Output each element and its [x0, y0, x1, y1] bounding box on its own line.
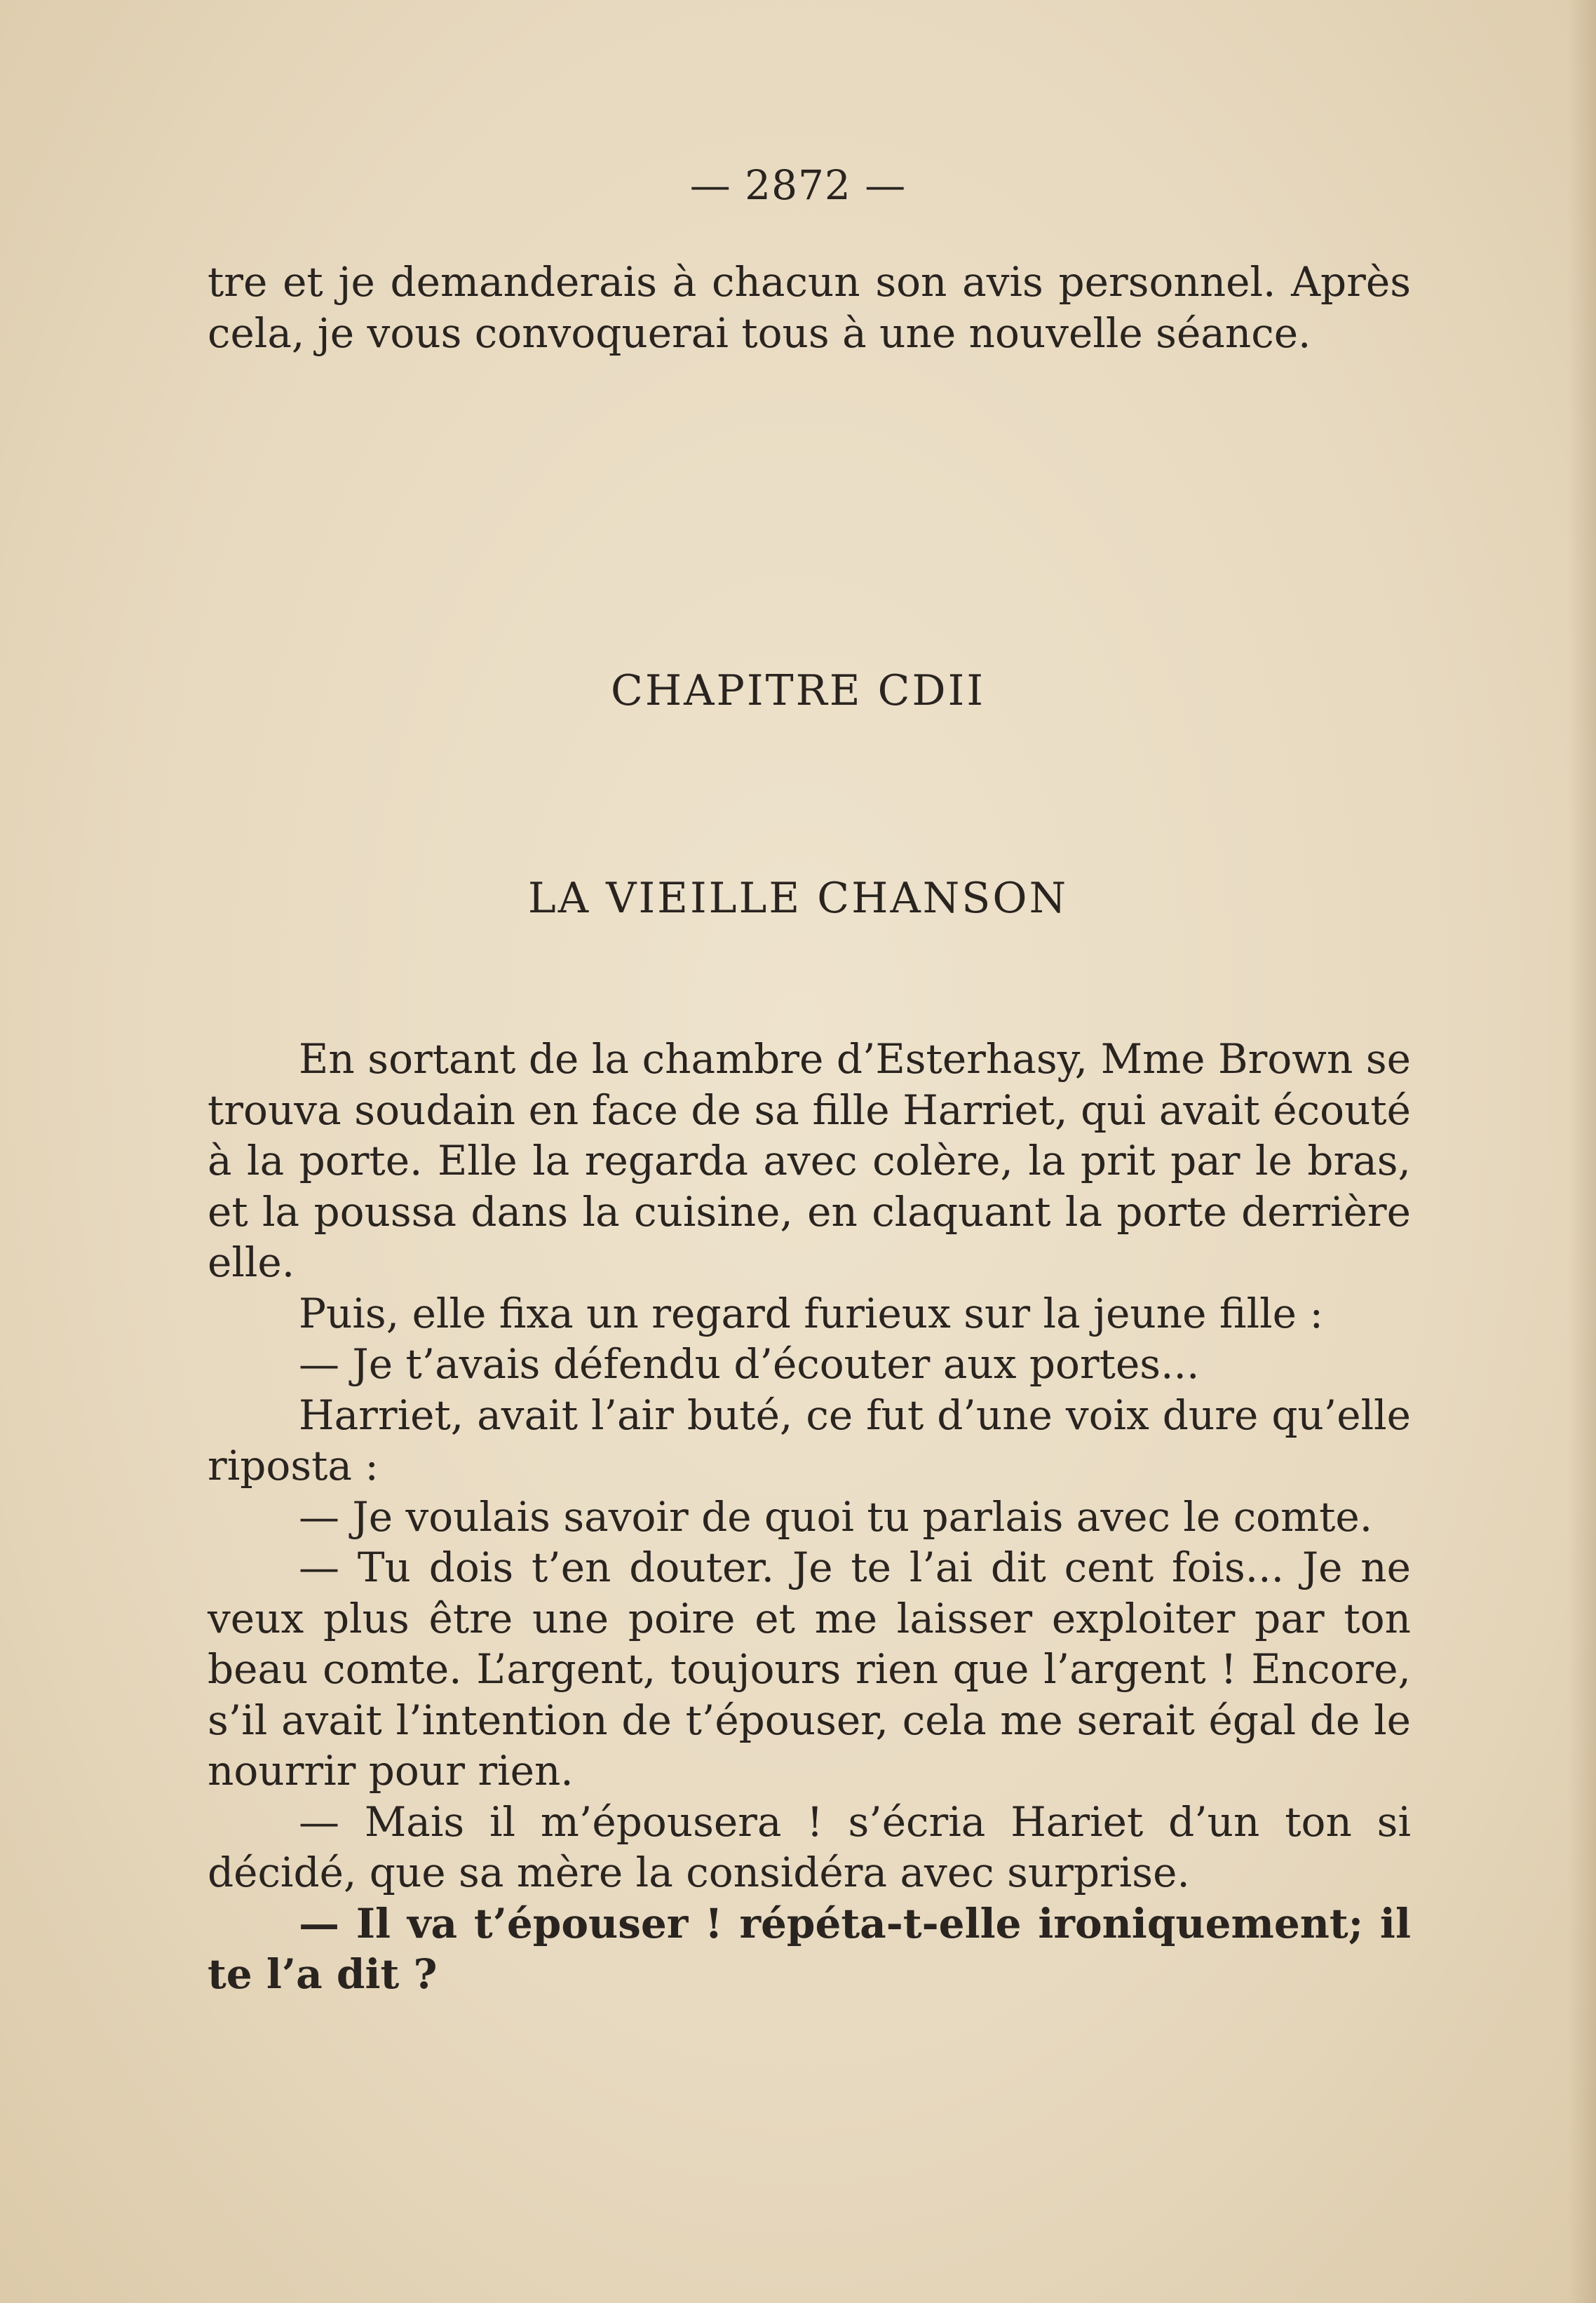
dialogue-line: — Tu dois t’en douter. Je te l’ai dit cent fois... Je ne veux plus être une poire et me laisser exploiter par ton beau comte. L’argent, toujours rien que l’argent ! Encore, s’il avait l’intention de t’épouser, cela me serait égal de le nourrir pour rien.	[208, 1544, 1411, 1795]
opening-paragraph: tre et je demanderais à chacun son avis personnel. Après cela, je vous convoquerai tous à une nouvelle séance.	[208, 258, 1411, 357]
page-edge-shadow	[1568, 0, 1596, 2303]
dialogue-line: — Mais il m’épousera ! s’écria Hariet d’un ton si décidé, que sa mère la considéra avec surprise.	[208, 1797, 1411, 1896]
page-number: — 2872 —	[689, 161, 907, 209]
paragraph: En sortant de la chambre d’Esterhasy, Mme Brown se trouva soudain en face de sa fille Harriet, qui avait écouté à la porte. Elle la regarda avec colère, la prit par le bras, et la poussa dans la cuisine, en claquant la porte derrière elle.	[208, 1035, 1411, 1286]
paragraph: Harriet, avait l’air buté, ce fut d’une voix dure qu’elle riposta :	[208, 1391, 1411, 1490]
dialogue-line: — Je voulais savoir de quoi tu parlais avec le comte.	[299, 1492, 1373, 1541]
chapter-body	[208, 1034, 1411, 2000]
dialogue-line: — Je t’avais défendu d’écouter aux portes...	[299, 1340, 1200, 1388]
paragraph: Puis, elle fixa un regard furieux sur la jeune fille :	[299, 1289, 1323, 1337]
chapter-heading: CHAPITRE CDII	[610, 666, 986, 715]
dialogue-line: — Il va t’épouser ! répéta-t-elle ironiquement; il te l’a dit ?	[208, 1899, 1411, 1998]
chapter-title: LA VIEILLE CHANSON	[527, 874, 1069, 923]
